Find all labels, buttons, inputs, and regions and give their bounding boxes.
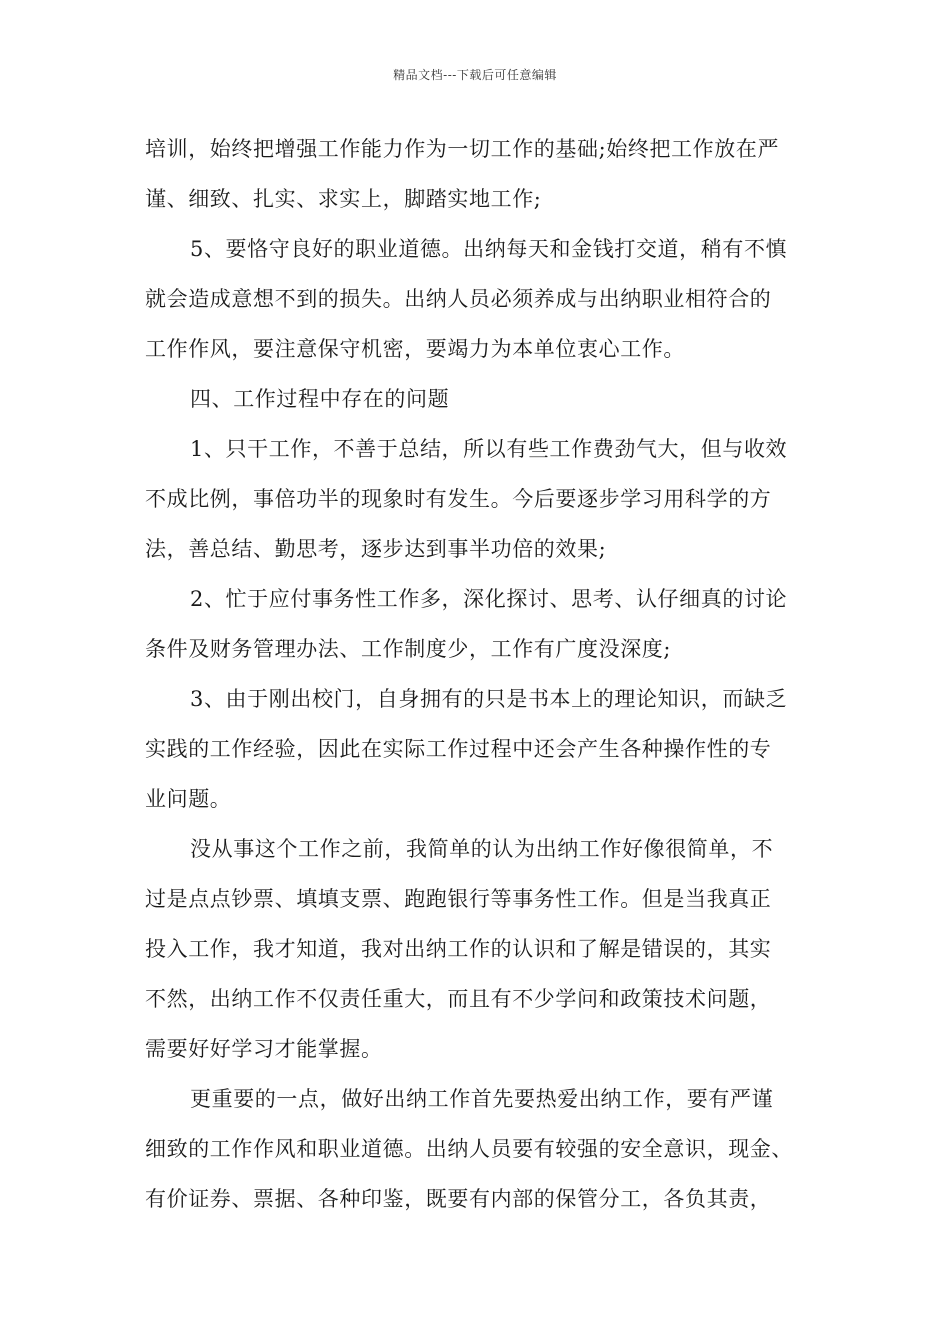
- text-line: 条件及财务管理办法、工作制度少，工作有广度没深度;: [145, 637, 672, 661]
- text-line: 不然，出纳工作不仅责任重大，而且有不少学问和政策技术问题，: [145, 987, 772, 1011]
- section-heading: 四、工作过程中存在的问题: [190, 387, 450, 411]
- text-line: 过是点点钞票、填填支票、跑跑银行等事务性工作。但是当我真正: [145, 887, 772, 911]
- text-line: 业问题。: [145, 787, 232, 811]
- text-line: 5、要恪守良好的职业道德。出纳每天和金钱打交道，稍有不慎: [190, 237, 788, 261]
- text-line: 3、由于刚出校门，自身拥有的只是书本上的理论知识，而缺乏: [190, 687, 788, 711]
- text-line: 细致的工作作风和职业道德。出纳人员要有较强的安全意识，现金、: [145, 1137, 793, 1161]
- text-line: 培训，始终把增强工作能力作为一切工作的基础;始终把工作放在严: [145, 137, 780, 161]
- text-line: 有价证券、票据、各种印鉴，既要有内部的保管分工，各负其责，: [145, 1187, 772, 1211]
- text-line: 就会造成意想不到的损失。出纳人员必须养成与出纳职业相符合的: [145, 287, 772, 311]
- text-line: 不成比例，事倍功半的现象时有发生。今后要逐步学习用科学的方: [145, 487, 772, 511]
- text-line: 谨、细致、扎实、求实上，脚踏实地工作;: [145, 187, 542, 211]
- document-body: [145, 124, 825, 1224]
- text-line: 实践的工作经验，因此在实际工作过程中还会产生各种操作性的专: [145, 737, 772, 761]
- page-header: 精品文档---下载后可任意编辑: [393, 68, 557, 82]
- text-line: 2、忙于应付事务性工作多，深化探讨、思考、认仔细真的讨论: [190, 587, 788, 611]
- text-line: 法，善总结、勤思考，逐步达到事半功倍的效果;: [145, 537, 607, 561]
- text-line: 投入工作，我才知道，我对出纳工作的认识和了解是错误的，其实: [145, 937, 772, 961]
- text-line: 工作作风，要注意保守机密，要竭力为本单位衷心工作。: [145, 337, 685, 361]
- text-line: 需要好好学习才能掌握。: [145, 1037, 383, 1061]
- text-line: 1、只干工作，不善于总结，所以有些工作费劲气大，但与收效: [190, 437, 788, 461]
- text-line: 更重要的一点，做好出纳工作首先要热爱出纳工作，要有严谨: [190, 1087, 774, 1111]
- text-line: 没从事这个工作之前，我简单的认为出纳工作好像很简单，不: [190, 837, 774, 861]
